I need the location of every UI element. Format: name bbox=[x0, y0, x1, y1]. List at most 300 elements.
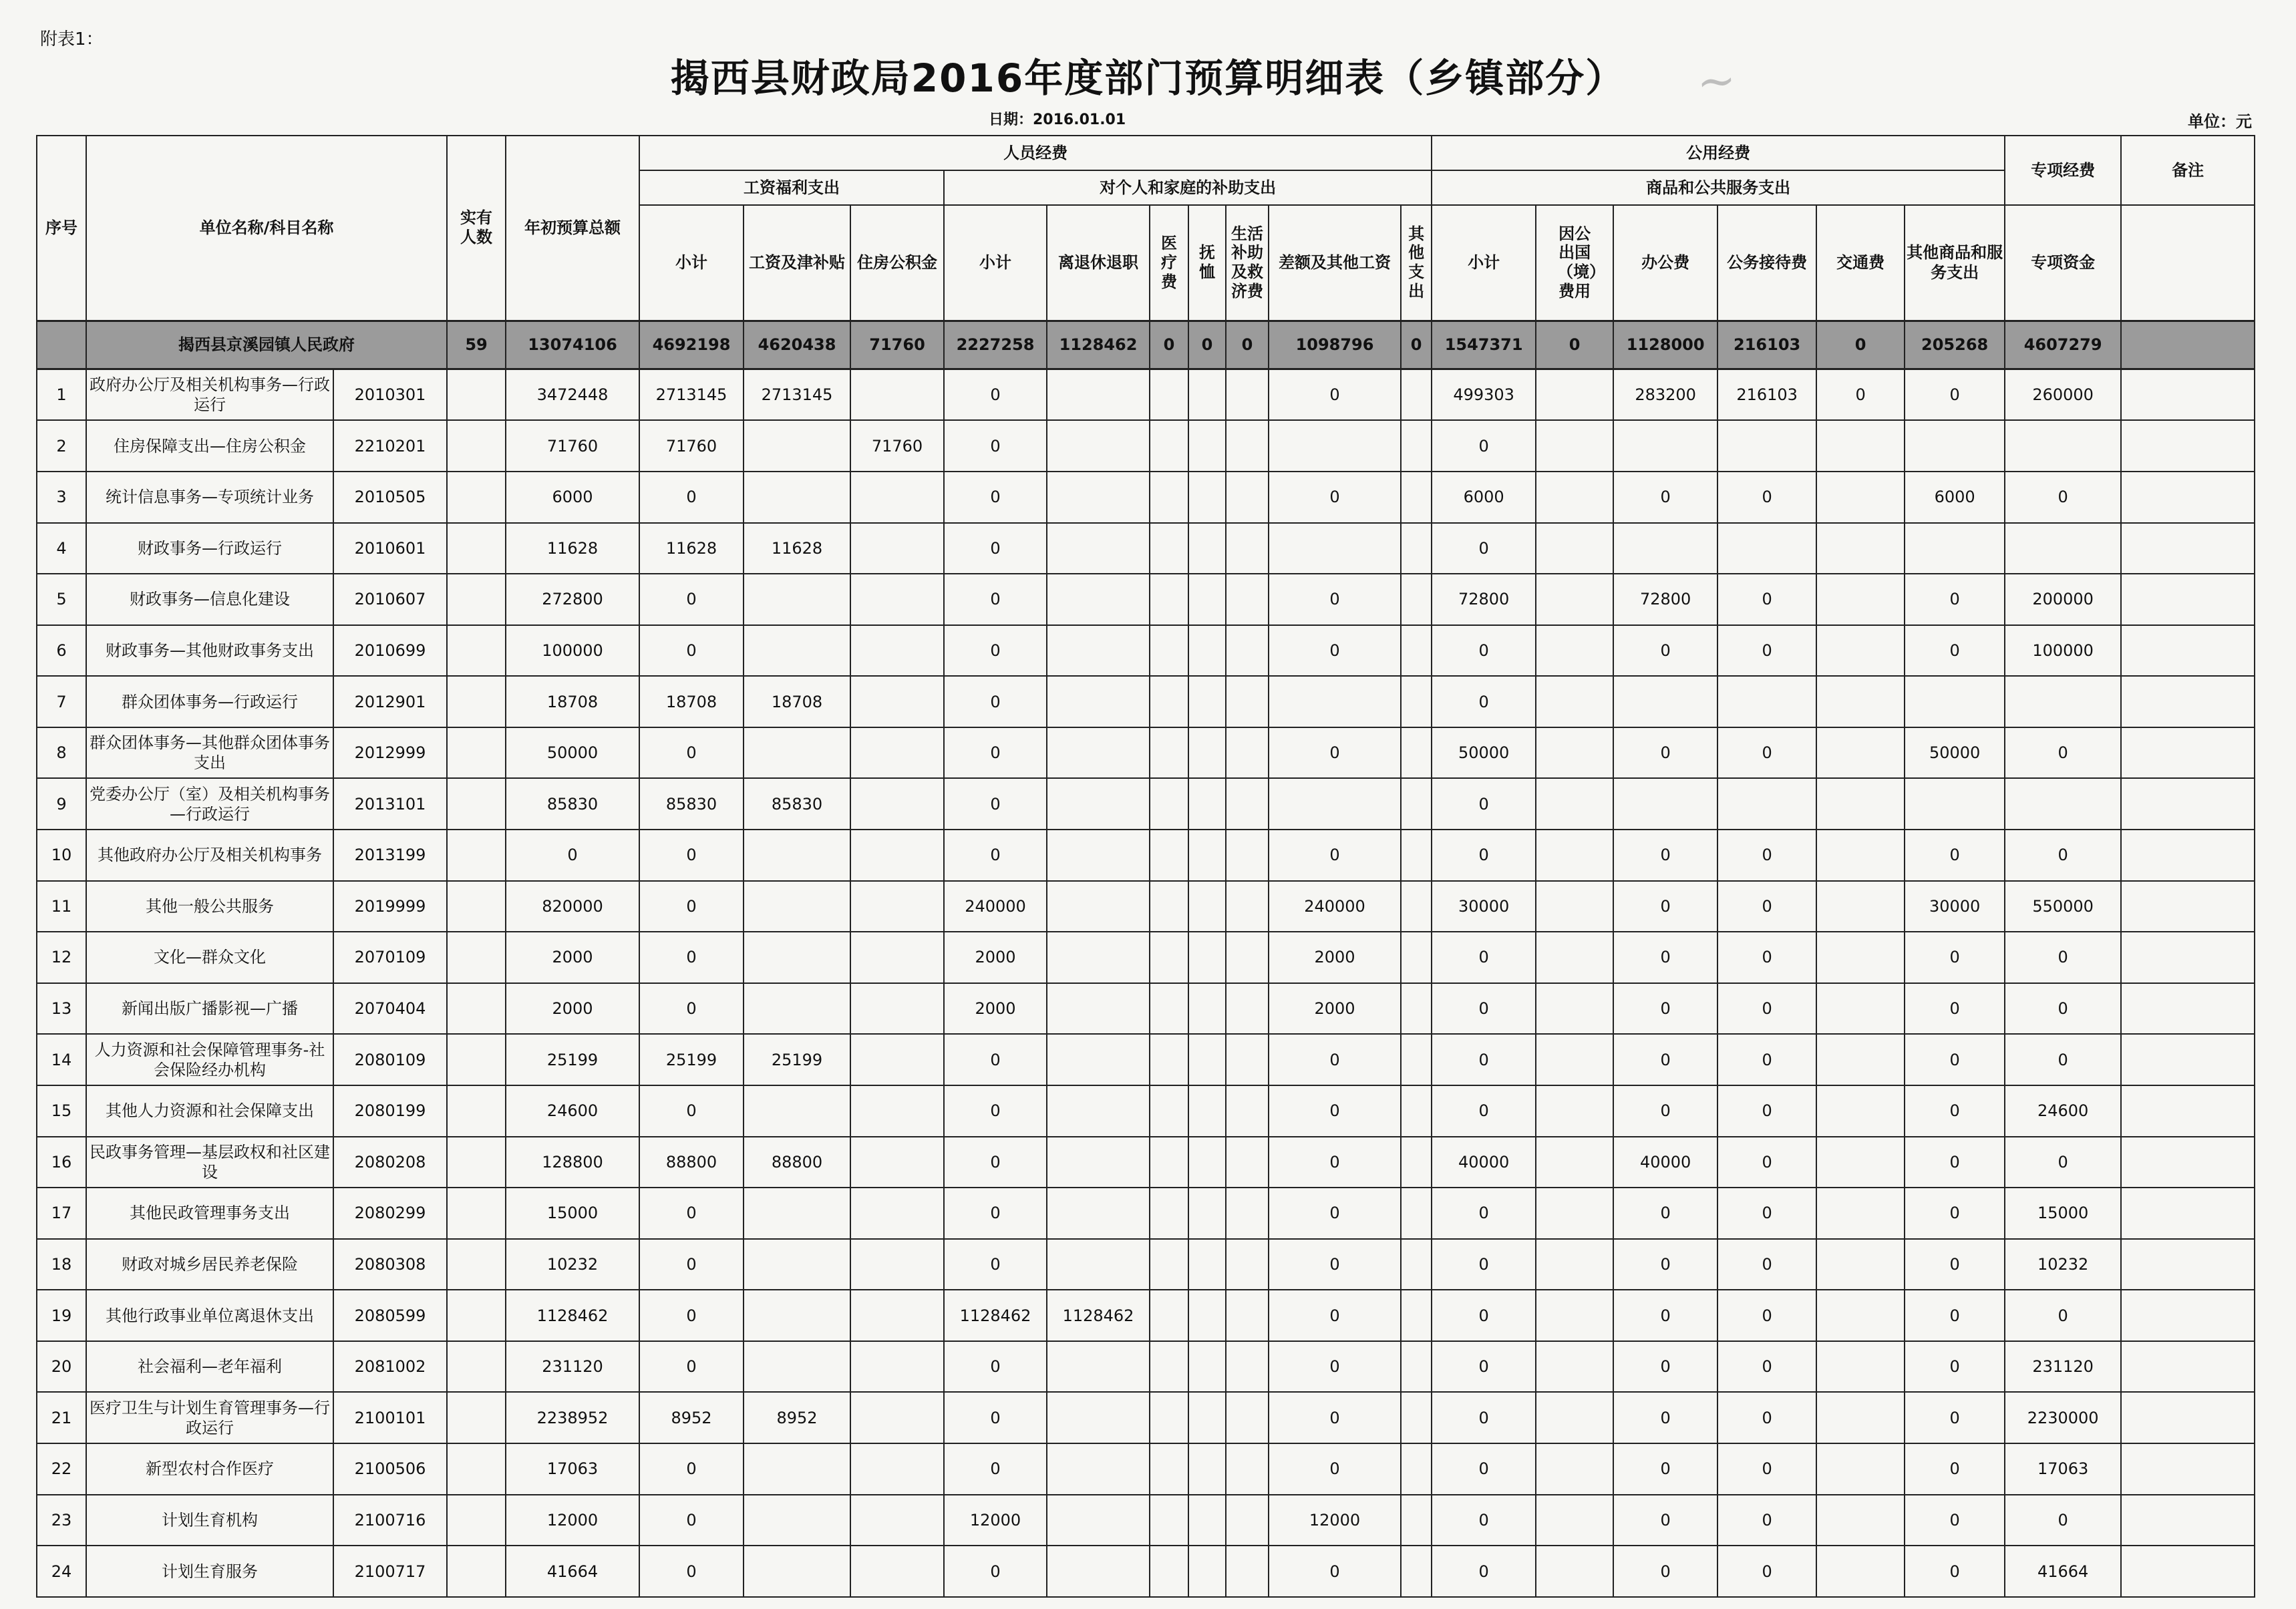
cell-unit-name: 财政事务—其他财政事务支出 bbox=[86, 625, 333, 677]
cell-amount bbox=[1150, 574, 1188, 625]
cell-amount bbox=[1816, 472, 1905, 523]
cell-amount bbox=[1047, 1137, 1150, 1188]
cell-amount: 0 bbox=[1717, 574, 1816, 625]
cell-amount: 0 bbox=[1269, 727, 1401, 779]
cell-amount bbox=[1226, 727, 1269, 779]
cell-amount bbox=[1717, 420, 1816, 472]
cell-amount bbox=[850, 1085, 944, 1137]
cell-subject-code: 2100717 bbox=[333, 1546, 447, 1597]
cell-amount: 0 bbox=[944, 523, 1047, 574]
cell-amount: 0 bbox=[506, 830, 639, 881]
cell-amount bbox=[1816, 983, 1905, 1035]
cell-amount: 0 bbox=[1717, 1290, 1816, 1341]
cell-amount: 0 bbox=[1269, 1188, 1401, 1239]
cell-amount: 0 bbox=[639, 574, 744, 625]
cell-amount bbox=[2005, 420, 2121, 472]
cell-amount bbox=[1816, 932, 1905, 983]
cell-subject-code: 2100506 bbox=[333, 1443, 447, 1495]
cell-amount bbox=[1905, 420, 2005, 472]
cell-amount bbox=[1613, 778, 1717, 830]
table-row bbox=[37, 625, 2255, 677]
cell-amount: 283200 bbox=[1613, 369, 1717, 421]
cell-amount: 12000 bbox=[944, 1495, 1047, 1546]
cell-amount: 0 bbox=[2005, 983, 2121, 1035]
cell-amount: 6000 bbox=[1905, 472, 2005, 523]
cell-amount bbox=[2121, 472, 2255, 523]
cell-amount bbox=[1226, 369, 1269, 421]
cell-subject-code: 2100716 bbox=[333, 1495, 447, 1546]
cell-amount bbox=[1047, 1085, 1150, 1137]
cell-amount: 0 bbox=[1432, 1188, 1536, 1239]
cell-amount: 8952 bbox=[639, 1392, 744, 1443]
cell-amount bbox=[850, 1137, 944, 1188]
cell-seq: 2 bbox=[37, 420, 86, 472]
cell-amount: 41664 bbox=[506, 1546, 639, 1597]
cell-amount: 85830 bbox=[744, 778, 850, 830]
cell-amount: 0 bbox=[1150, 321, 1188, 369]
cell-amount: 0 bbox=[944, 676, 1047, 727]
cell-amount: 85830 bbox=[506, 778, 639, 830]
cell-amount bbox=[1401, 1034, 1432, 1085]
cell-amount bbox=[2121, 523, 2255, 574]
cell-amount: 2000 bbox=[1269, 932, 1401, 983]
cell-amount bbox=[1401, 1495, 1432, 1546]
cell-headcount bbox=[447, 932, 506, 983]
cell-amount bbox=[2121, 1392, 2255, 1443]
cell-subject-code: 2081002 bbox=[333, 1341, 447, 1393]
cell-amount bbox=[1536, 523, 1613, 574]
cell-amount bbox=[1717, 676, 1816, 727]
cell-headcount bbox=[447, 727, 506, 779]
cell-amount bbox=[1816, 625, 1905, 677]
header-public-subtotal: 小计 bbox=[1432, 205, 1536, 321]
cell-amount bbox=[1536, 1188, 1613, 1239]
cell-amount: 25199 bbox=[506, 1034, 639, 1085]
cell-amount: 0 bbox=[2005, 1034, 2121, 1085]
cell-amount bbox=[1150, 1239, 1188, 1290]
cell-seq: 23 bbox=[37, 1495, 86, 1546]
cell-amount bbox=[1188, 932, 1226, 983]
cell-amount: 0 bbox=[1905, 1085, 2005, 1137]
cell-amount: 0 bbox=[1717, 1495, 1816, 1546]
cell-amount: 0 bbox=[2005, 1137, 2121, 1188]
cell-amount: 0 bbox=[1613, 1341, 1717, 1393]
table-row bbox=[37, 983, 2255, 1035]
cell-amount: 0 bbox=[1905, 983, 2005, 1035]
cell-amount: 0 bbox=[1717, 830, 1816, 881]
cell-amount: 0 bbox=[1269, 1341, 1401, 1393]
cell-amount bbox=[1536, 574, 1613, 625]
cell-seq: 5 bbox=[37, 574, 86, 625]
cell-amount: 0 bbox=[1613, 727, 1717, 779]
cell-amount bbox=[850, 574, 944, 625]
header-other-goods: 其他商品和服务支出 bbox=[1905, 205, 2005, 321]
cell-amount bbox=[1150, 1290, 1188, 1341]
cell-amount: 200000 bbox=[2005, 574, 2121, 625]
cell-subject-code: 2080208 bbox=[333, 1137, 447, 1188]
cell-headcount bbox=[447, 472, 506, 523]
cell-amount bbox=[1401, 472, 1432, 523]
summary-row bbox=[37, 321, 2255, 369]
cell-amount: 15000 bbox=[506, 1188, 639, 1239]
cell-amount bbox=[1536, 1290, 1613, 1341]
cell-amount: 0 bbox=[1432, 1443, 1536, 1495]
cell-amount: 0 bbox=[1269, 369, 1401, 421]
header-public: 公用经费 bbox=[1432, 136, 2005, 170]
cell-amount: 216103 bbox=[1717, 321, 1816, 369]
cell-amount: 0 bbox=[1717, 1341, 1816, 1393]
cell-amount bbox=[744, 1341, 850, 1393]
cell-amount: 0 bbox=[1905, 1443, 2005, 1495]
header-reception: 公务接待费 bbox=[1717, 205, 1816, 321]
cell-headcount bbox=[447, 574, 506, 625]
cell-amount bbox=[2121, 1137, 2255, 1188]
header-housing-fund: 住房公积金 bbox=[850, 205, 944, 321]
cell-amount bbox=[2005, 676, 2121, 727]
cell-amount: 0 bbox=[944, 574, 1047, 625]
cell-amount bbox=[1536, 830, 1613, 881]
cell-amount bbox=[850, 1034, 944, 1085]
header-medical: 医疗费 bbox=[1150, 205, 1188, 321]
cell-amount: 0 bbox=[1432, 625, 1536, 677]
cell-amount bbox=[1047, 1546, 1150, 1597]
cell-amount: 0 bbox=[1717, 932, 1816, 983]
cell-amount bbox=[1188, 1546, 1226, 1597]
cell-amount bbox=[744, 420, 850, 472]
cell-unit-name: 其他人力资源和社会保障支出 bbox=[86, 1085, 333, 1137]
cell-subject-code: 2210201 bbox=[333, 420, 447, 472]
cell-amount: 71760 bbox=[506, 420, 639, 472]
cell-amount: 0 bbox=[1269, 1137, 1401, 1188]
cell-amount bbox=[1226, 1341, 1269, 1393]
cell-amount: 0 bbox=[639, 1443, 744, 1495]
header-unit-name: 单位名称/科目名称 bbox=[86, 136, 447, 321]
header-total: 年初预算总额 bbox=[506, 136, 639, 321]
cell-amount bbox=[1188, 1392, 1226, 1443]
header-wage-subtotal: 小计 bbox=[639, 205, 744, 321]
cell-amount bbox=[1188, 625, 1226, 677]
cell-amount: 4692198 bbox=[639, 321, 744, 369]
cell-amount: 0 bbox=[1717, 881, 1816, 932]
cell-amount bbox=[1226, 932, 1269, 983]
cell-seq: 18 bbox=[37, 1239, 86, 1290]
cell-subject-code: 2012999 bbox=[333, 727, 447, 779]
cell-unit-name: 群众团体事务—行政运行 bbox=[86, 676, 333, 727]
cell-amount: 0 bbox=[944, 1239, 1047, 1290]
cell-amount bbox=[850, 983, 944, 1035]
cell-amount: 0 bbox=[1432, 676, 1536, 727]
cell-amount bbox=[1047, 1341, 1150, 1393]
cell-subject-code: 2010601 bbox=[333, 523, 447, 574]
cell-seq bbox=[37, 321, 86, 369]
cell-amount bbox=[1816, 1290, 1905, 1341]
cell-amount: 100000 bbox=[506, 625, 639, 677]
cell-amount bbox=[1188, 830, 1226, 881]
cell-amount bbox=[744, 574, 850, 625]
cell-amount bbox=[850, 932, 944, 983]
cell-amount: 0 bbox=[1269, 1392, 1401, 1443]
cell-amount: 0 bbox=[1613, 1495, 1717, 1546]
cell-amount bbox=[1536, 625, 1613, 677]
cell-unit-name: 新型农村合作医疗 bbox=[86, 1443, 333, 1495]
cell-amount: 0 bbox=[944, 472, 1047, 523]
cell-amount: 2000 bbox=[944, 983, 1047, 1035]
cell-amount: 18708 bbox=[744, 676, 850, 727]
cell-unit-name: 其他民政管理事务支出 bbox=[86, 1188, 333, 1239]
header-wages-allowances: 工资及津补贴 bbox=[744, 205, 850, 321]
cell-amount bbox=[1226, 1034, 1269, 1085]
cell-amount: 2000 bbox=[1269, 983, 1401, 1035]
cell-amount bbox=[1047, 369, 1150, 421]
cell-headcount bbox=[447, 1341, 506, 1393]
cell-amount: 0 bbox=[639, 472, 744, 523]
cell-seq: 17 bbox=[37, 1188, 86, 1239]
cell-amount bbox=[850, 830, 944, 881]
header-family-subtotal: 小计 bbox=[944, 205, 1047, 321]
cell-amount: 71760 bbox=[639, 420, 744, 472]
cell-amount bbox=[1047, 1239, 1150, 1290]
cell-amount: 0 bbox=[1905, 1392, 2005, 1443]
cell-amount: 11628 bbox=[744, 523, 850, 574]
cell-amount bbox=[1047, 1188, 1150, 1239]
table-row bbox=[37, 472, 2255, 523]
cell-amount bbox=[744, 472, 850, 523]
cell-amount bbox=[1269, 676, 1401, 727]
cell-amount bbox=[1188, 881, 1226, 932]
cell-seq: 7 bbox=[37, 676, 86, 727]
cell-amount: 231120 bbox=[2005, 1341, 2121, 1393]
cell-amount bbox=[2005, 523, 2121, 574]
cell-amount bbox=[1047, 727, 1150, 779]
cell-amount bbox=[1188, 1239, 1226, 1290]
cell-subject-code: 2013101 bbox=[333, 778, 447, 830]
cell-amount bbox=[1226, 420, 1269, 472]
cell-amount: 1128462 bbox=[944, 1290, 1047, 1341]
header-special-fund: 专项资金 bbox=[2005, 205, 2121, 321]
cell-amount bbox=[1150, 932, 1188, 983]
cell-amount bbox=[1816, 881, 1905, 932]
cell-amount: 30000 bbox=[1432, 881, 1536, 932]
cell-amount bbox=[1150, 983, 1188, 1035]
cell-amount bbox=[1188, 369, 1226, 421]
cell-amount: 10232 bbox=[506, 1239, 639, 1290]
cell-amount: 0 bbox=[944, 1137, 1047, 1188]
cell-unit-name: 群众团体事务—其他群众团体事务支出 bbox=[86, 727, 333, 779]
cell-amount: 12000 bbox=[506, 1495, 639, 1546]
cell-amount bbox=[1226, 830, 1269, 881]
cell-amount: 50000 bbox=[1432, 727, 1536, 779]
cell-subject-code: 2070404 bbox=[333, 983, 447, 1035]
cell-amount: 0 bbox=[1432, 932, 1536, 983]
header-seq: 序号 bbox=[37, 136, 86, 321]
cell-amount: 0 bbox=[944, 1546, 1047, 1597]
cell-amount bbox=[1150, 1443, 1188, 1495]
cell-amount: 499303 bbox=[1432, 369, 1536, 421]
cell-amount bbox=[1150, 1137, 1188, 1188]
cell-amount bbox=[1401, 1085, 1432, 1137]
cell-seq: 10 bbox=[37, 830, 86, 881]
cell-amount: 0 bbox=[1717, 1188, 1816, 1239]
cell-amount bbox=[744, 1495, 850, 1546]
cell-headcount bbox=[447, 1290, 506, 1341]
cell-amount bbox=[744, 1188, 850, 1239]
cell-amount: 2000 bbox=[944, 932, 1047, 983]
cell-amount bbox=[1816, 1085, 1905, 1137]
cell-amount bbox=[1188, 1188, 1226, 1239]
cell-amount: 1128462 bbox=[506, 1290, 639, 1341]
cell-unit-name: 新闻出版广播影视—广播 bbox=[86, 983, 333, 1035]
cell-amount: 0 bbox=[1613, 1290, 1717, 1341]
cell-amount: 0 bbox=[1613, 1546, 1717, 1597]
cell-amount: 4607279 bbox=[2005, 321, 2121, 369]
table-row bbox=[37, 1188, 2255, 1239]
cell-amount bbox=[1536, 1341, 1613, 1393]
table-row bbox=[37, 1290, 2255, 1341]
cell-amount bbox=[1188, 574, 1226, 625]
cell-amount bbox=[1226, 1188, 1269, 1239]
table-row bbox=[37, 1341, 2255, 1393]
cell-headcount bbox=[447, 1085, 506, 1137]
cell-amount bbox=[2121, 625, 2255, 677]
cell-amount: 0 bbox=[1905, 1034, 2005, 1085]
cell-amount bbox=[1226, 1290, 1269, 1341]
cell-unit-name: 人力资源和社会保障管理事务-社会保险经办机构 bbox=[86, 1034, 333, 1085]
cell-amount: 0 bbox=[1269, 472, 1401, 523]
cell-amount bbox=[850, 1443, 944, 1495]
cell-amount bbox=[1188, 1085, 1226, 1137]
cell-amount: 0 bbox=[1717, 1546, 1816, 1597]
table-row bbox=[37, 1495, 2255, 1546]
cell-amount: 240000 bbox=[1269, 881, 1401, 932]
cell-unit-name: 其他行政事业单位离退休支出 bbox=[86, 1290, 333, 1341]
cell-amount bbox=[1401, 369, 1432, 421]
cell-amount bbox=[1150, 472, 1188, 523]
cell-unit-name: 财政事务—信息化建设 bbox=[86, 574, 333, 625]
cell-amount: 0 bbox=[1905, 1546, 2005, 1597]
cell-amount: 11628 bbox=[506, 523, 639, 574]
cell-amount: 0 bbox=[1717, 1443, 1816, 1495]
cell-amount: 0 bbox=[944, 727, 1047, 779]
cell-amount bbox=[1536, 1443, 1613, 1495]
cell-amount: 0 bbox=[944, 1085, 1047, 1137]
cell-amount: 0 bbox=[1432, 830, 1536, 881]
cell-amount: 0 bbox=[1717, 1239, 1816, 1290]
table-row bbox=[37, 1443, 2255, 1495]
cell-amount: 0 bbox=[1717, 727, 1816, 779]
cell-amount: 0 bbox=[639, 881, 744, 932]
cell-subject-code: 2080308 bbox=[333, 1239, 447, 1290]
cell-amount bbox=[744, 1239, 850, 1290]
cell-amount: 15000 bbox=[2005, 1188, 2121, 1239]
cell-amount bbox=[744, 625, 850, 677]
cell-amount bbox=[1717, 523, 1816, 574]
cell-seq: 9 bbox=[37, 778, 86, 830]
cell-amount bbox=[1401, 676, 1432, 727]
cell-amount bbox=[1226, 778, 1269, 830]
cell-amount: 88800 bbox=[639, 1137, 744, 1188]
cell-unit-name: 统计信息事务—专项统计业务 bbox=[86, 472, 333, 523]
cell-amount bbox=[1150, 1495, 1188, 1546]
cell-amount bbox=[850, 369, 944, 421]
cell-amount: 41664 bbox=[2005, 1546, 2121, 1597]
cell-amount bbox=[1401, 1137, 1432, 1188]
cell-amount bbox=[1047, 881, 1150, 932]
cell-headcount bbox=[447, 369, 506, 421]
cell-amount bbox=[1613, 676, 1717, 727]
header-remarks: 备注 bbox=[2121, 136, 2255, 205]
cell-amount: 71760 bbox=[850, 420, 944, 472]
cell-amount: 18708 bbox=[506, 676, 639, 727]
cell-amount: 0 bbox=[1613, 1034, 1717, 1085]
cell-amount bbox=[2121, 574, 2255, 625]
cell-amount: 0 bbox=[639, 983, 744, 1035]
table-row bbox=[37, 1239, 2255, 1290]
cell-amount: 13074106 bbox=[506, 321, 639, 369]
cell-amount bbox=[1150, 523, 1188, 574]
cell-amount bbox=[2121, 881, 2255, 932]
cell-amount: 72800 bbox=[1432, 574, 1536, 625]
cell-amount: 0 bbox=[1269, 1443, 1401, 1495]
table-row bbox=[37, 1085, 2255, 1137]
cell-headcount: 59 bbox=[447, 321, 506, 369]
cell-amount bbox=[1816, 1443, 1905, 1495]
cell-amount bbox=[850, 472, 944, 523]
cell-headcount bbox=[447, 1239, 506, 1290]
cell-amount: 820000 bbox=[506, 881, 639, 932]
cell-amount bbox=[1401, 1443, 1432, 1495]
cell-amount: 0 bbox=[1905, 932, 2005, 983]
cell-seq: 16 bbox=[37, 1137, 86, 1188]
cell-amount: 25199 bbox=[639, 1034, 744, 1085]
cell-amount bbox=[1401, 1188, 1432, 1239]
cell-amount bbox=[1613, 523, 1717, 574]
cell-amount: 0 bbox=[1905, 369, 2005, 421]
cell-amount: 0 bbox=[2005, 830, 2121, 881]
cell-amount bbox=[1401, 778, 1432, 830]
cell-amount bbox=[1536, 1392, 1613, 1443]
cell-amount bbox=[2121, 1239, 2255, 1290]
header-transport: 交通费 bbox=[1816, 205, 1905, 321]
cell-subject-code: 2019999 bbox=[333, 881, 447, 932]
cell-amount: 0 bbox=[1269, 1085, 1401, 1137]
table-row bbox=[37, 830, 2255, 881]
cell-amount bbox=[1150, 1034, 1188, 1085]
cell-amount: 0 bbox=[1269, 1034, 1401, 1085]
cell-unit-name: 党委办公厅（室）及相关机构事务—行政运行 bbox=[86, 778, 333, 830]
header-other-exp: 其他支出 bbox=[1401, 205, 1432, 321]
cell-amount: 0 bbox=[1269, 1290, 1401, 1341]
cell-amount bbox=[850, 523, 944, 574]
unit-label: 单位：元 bbox=[2188, 112, 2252, 131]
header-goods-services: 商品和公共服务支出 bbox=[1432, 170, 2005, 205]
cell-amount: 0 bbox=[1432, 1085, 1536, 1137]
cell-amount bbox=[1401, 983, 1432, 1035]
cell-amount bbox=[850, 1495, 944, 1546]
cell-seq: 22 bbox=[37, 1443, 86, 1495]
cell-amount bbox=[1401, 625, 1432, 677]
cell-amount: 1547371 bbox=[1432, 321, 1536, 369]
cell-amount: 88800 bbox=[744, 1137, 850, 1188]
cell-amount bbox=[850, 1290, 944, 1341]
cell-amount bbox=[1401, 727, 1432, 779]
cell-amount: 0 bbox=[1432, 1341, 1536, 1393]
cell-amount: 0 bbox=[1717, 1034, 1816, 1085]
cell-amount: 0 bbox=[1613, 881, 1717, 932]
cell-unit-name: 医疗卫生与计划生育管理事务—行政运行 bbox=[86, 1392, 333, 1443]
header-family-subsidy: 对个人和家庭的补助支出 bbox=[944, 170, 1432, 205]
cell-amount: 0 bbox=[1432, 1495, 1536, 1546]
cell-amount bbox=[744, 1290, 850, 1341]
